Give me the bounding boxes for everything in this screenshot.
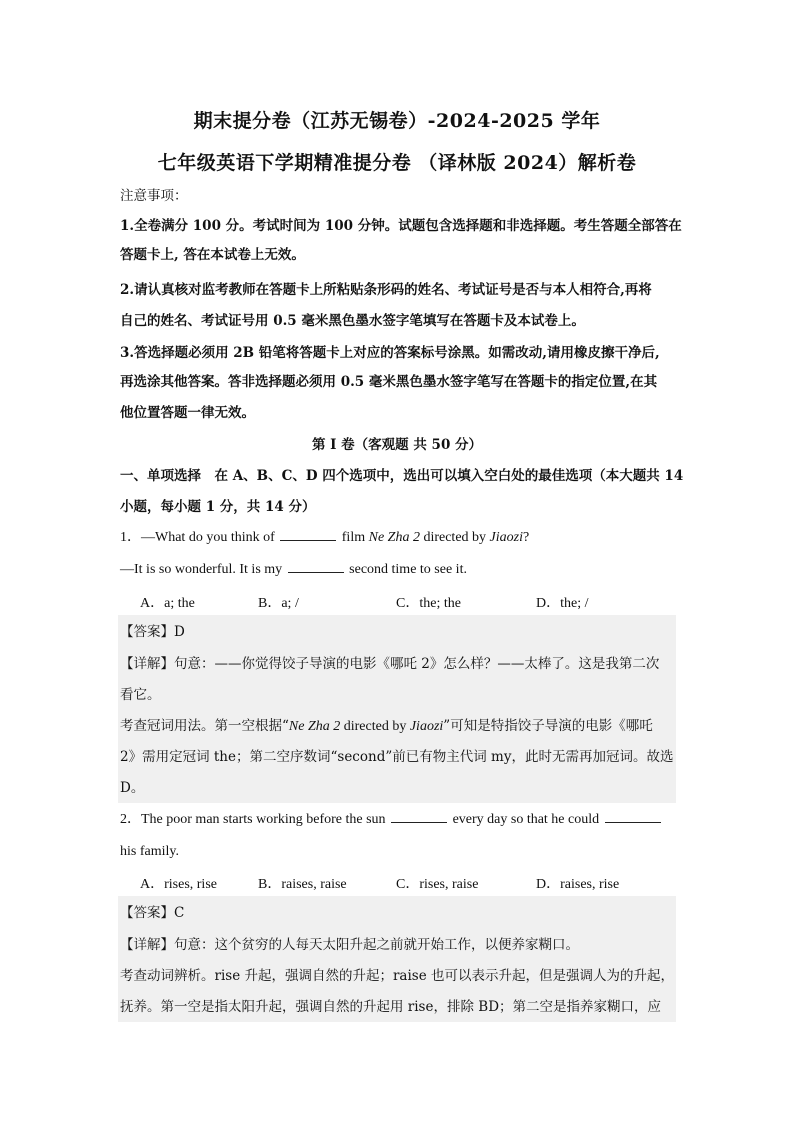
answer-blank — [280, 528, 336, 541]
q1-text: 1．—What do you think of — [120, 530, 275, 545]
section-heading: 第 I 卷（客观题 共 50 分） — [311, 437, 483, 453]
q2-option-d: D．raises, rise — [536, 877, 620, 892]
q1-text: film — [341, 530, 366, 545]
notice-heading: 注意事项： — [120, 188, 188, 204]
q1-text: —It is so wonderful. It is my — [120, 562, 283, 577]
q2-detail: 【详解】句意：这个贫穷的人每天太阳升起之前就开始工作，以便养家糊口。 — [120, 937, 579, 953]
title-line-2: 七年级英语下学期精准提分卷 （译林版 2024）解析卷 — [157, 152, 637, 174]
notice-line: 自己的姓名、考试证号用 0.5 毫米黑色墨水签字笔填写在答题卡及本试卷上。 — [120, 313, 585, 329]
q2-option-b: B．raises, raise — [258, 877, 347, 892]
part-heading: 小题，每小题 1 分，共 14 分） — [120, 499, 316, 515]
notice-line: 3.答选择题必须用 2B 铅笔将答题卡上对应的答案标号涂黑。如需改动,请用橡皮擦干净后, — [120, 345, 660, 361]
q1-film-title: Ne Zha 2 — [368, 530, 420, 545]
part-heading: 一、单项选择 在 A、B、C、D 四个选项中，选出可以填入空白处的最佳选项（本大题共 14 — [120, 468, 684, 484]
question-2-line-2: his family. — [120, 844, 179, 859]
q1-option-d: D．the; / — [536, 596, 589, 611]
question-1-stem — [120, 528, 676, 548]
notice-line: 1.全卷满分 100 分。考试时间为 100 分钟。试题包含选择题和非选择题。考生答题全部答在 — [120, 218, 682, 234]
q1-detail: D。 — [120, 780, 145, 796]
q1-option-c: C．the; the — [396, 596, 461, 611]
question-1-line-2 — [120, 560, 676, 580]
q1-answer-box — [118, 615, 676, 803]
q2-option-a: A．rises, rise — [140, 877, 217, 892]
q1-text: directed by — [423, 530, 487, 545]
answer-blank — [605, 810, 661, 823]
q2-text: 2．The poor man starts working before the sun — [120, 812, 386, 827]
q1-director: Jiaozi — [489, 530, 523, 545]
q2-detail: 抚养。第一空是指太阳升起，强调自然的升起用 rise，排除 BD；第二空是指养家糊口，应 — [120, 999, 662, 1015]
notice-line: 答题卡上, 答在本试卷上无效。 — [120, 247, 305, 263]
q1-detail: 看它。 — [120, 687, 161, 703]
q2-text: every day so that he could — [452, 812, 600, 827]
notice-line: 2.请认真核对监考教师在答题卡上所粘贴条形码的姓名、考试证号是否与本人相符合,再将 — [120, 282, 652, 298]
q1-option-b: B．a; / — [258, 596, 299, 611]
q1-detail: 【详解】句意：——你觉得饺子导演的电影《哪吒 2》怎么样？——太棒了。这是我第二次 — [120, 656, 660, 672]
answer-blank — [288, 560, 344, 573]
q2-option-c: C．rises, raise — [396, 877, 479, 892]
q1-text: ? — [523, 530, 530, 545]
answer-blank — [391, 810, 447, 823]
notice-line: 再选涂其他答案。答非选择题必须用 0.5 毫米黑色墨水签字笔写在答题卡的指定位置,在其 — [120, 374, 658, 390]
q1-answer: 【答案】D — [120, 624, 185, 640]
q1-option-a: A．a; the — [140, 596, 195, 611]
title-line-1: 期末提分卷（江苏无锡卷）-2024-2025 学年 — [193, 110, 601, 132]
q2-detail: 考查动词辨析。rise 升起，强调自然的升起；raise 也可以表示升起，但是强调人为的升起， — [120, 968, 675, 984]
q1-detail: 2》需用定冠词 the；第二空序数词“second”前已有物主代词 my，此时无需再加冠词。故选 — [120, 749, 674, 765]
notice-line: 他位置答题一律无效。 — [120, 405, 255, 421]
q1-text: second time to see it. — [349, 562, 467, 577]
q1-detail: 考查冠词用法。第一空根据“Ne Zha 2 directed by Jiaozi”可知是特指饺子导演的电影《哪吒 — [120, 718, 653, 734]
q2-answer: 【答案】C — [120, 905, 185, 921]
question-2-stem — [120, 810, 676, 830]
